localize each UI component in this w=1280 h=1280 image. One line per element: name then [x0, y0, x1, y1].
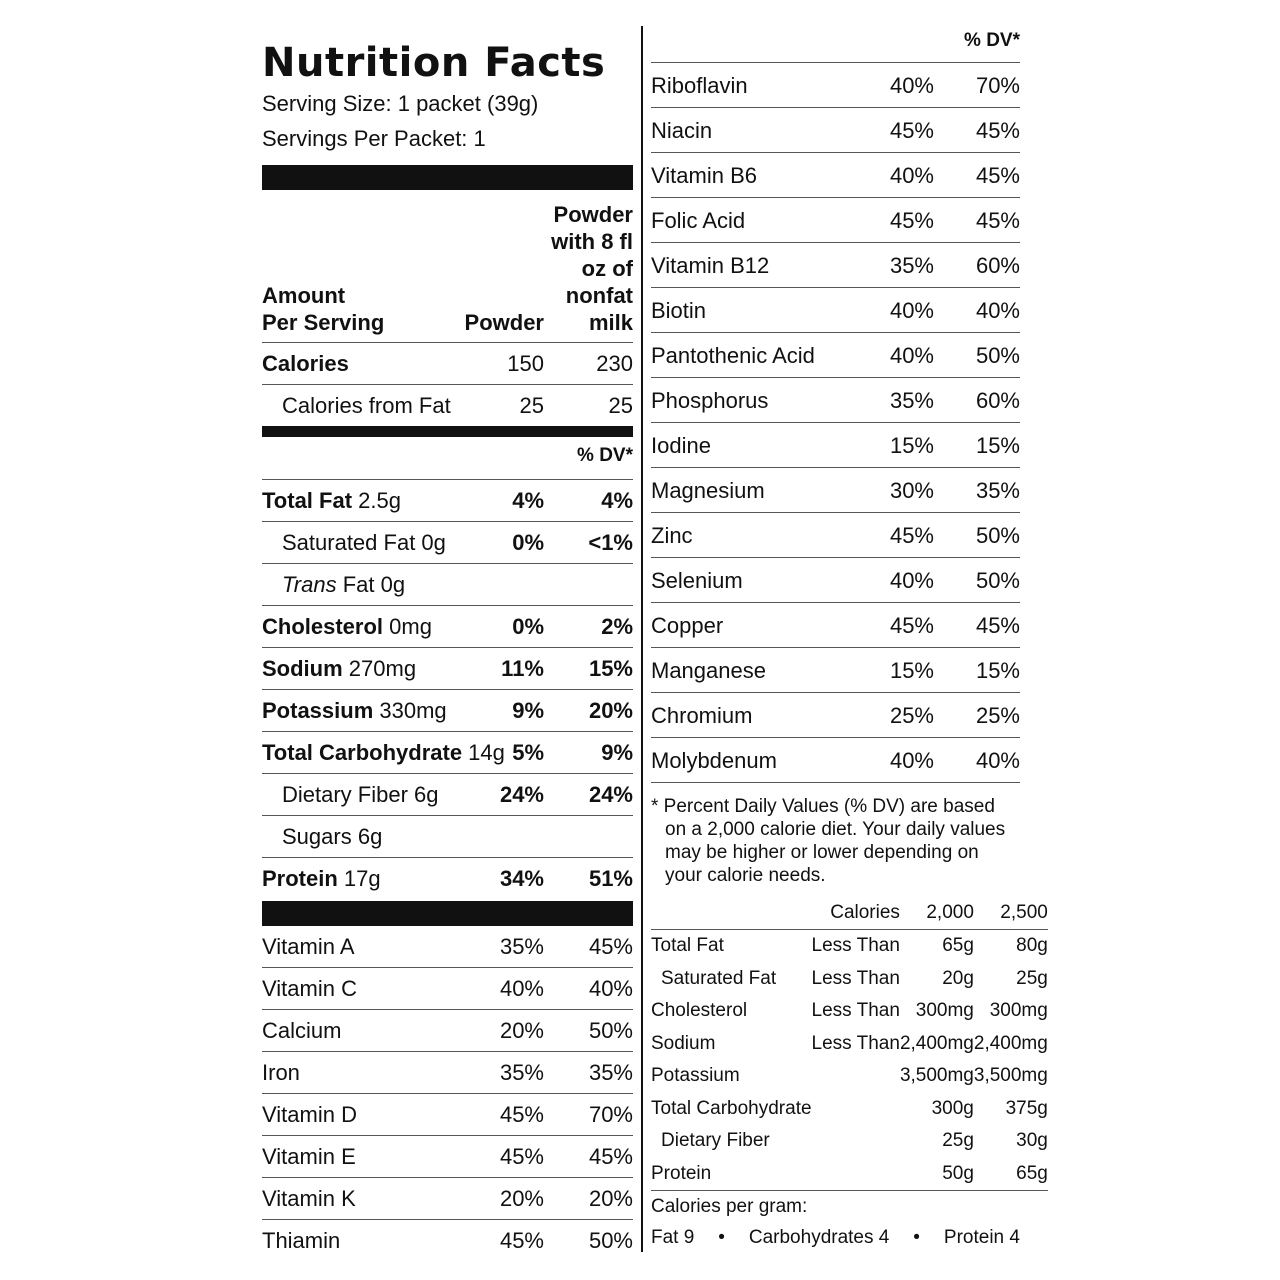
vitamin-dv-powder: 45%	[889, 613, 934, 638]
right-column	[651, 24, 1048, 1253]
calories-row: Calories 150 230	[262, 342, 633, 384]
calories-per-gram-values: Fat 9 • Carbohydrates 4 • Protein 4	[651, 1227, 1020, 1248]
column-header	[262, 190, 633, 342]
vitamin-row	[651, 648, 1020, 693]
dv-table-nutrient: Cholesterol	[651, 1000, 748, 1022]
vitamin-name: Magnesium	[651, 478, 765, 503]
thick-separator	[262, 165, 633, 190]
dv-table-nutrient: Total Carbohydrate	[651, 1097, 812, 1119]
vitamin-dv-milk: 40%	[588, 976, 633, 1001]
vitamin-row	[651, 378, 1020, 423]
nutrient-row	[262, 521, 633, 563]
nutrient-dv-milk: 24%	[588, 782, 633, 807]
vitamin-dv-milk: 45%	[975, 613, 1020, 638]
nutrient-dv-powder: 4%	[512, 488, 544, 513]
dv-table-nutrient: Sodium	[651, 1032, 716, 1054]
vitamin-name: Manganese	[651, 658, 766, 683]
nutrient-dv-milk: <1%	[588, 530, 633, 555]
vitamin-dv-powder: 45%	[499, 1102, 544, 1127]
nutrient-label	[282, 572, 405, 598]
nutrient-amount: 14g	[462, 740, 505, 765]
nutrient-name: Total Fat	[262, 488, 353, 513]
vitamin-name: Copper	[651, 613, 724, 638]
vitamin-name: Vitamin E	[262, 1144, 356, 1169]
nutrient-name: Cholesterol	[262, 614, 384, 639]
nutrient-name: Trans	[282, 572, 337, 597]
vitamin-row	[651, 693, 1020, 738]
vitamin-row	[262, 1219, 633, 1261]
vitamin-dv-powder: 15%	[889, 658, 934, 683]
nutrient-amount: 6g	[407, 782, 439, 807]
dv-table-row	[651, 1093, 1048, 1126]
vitamin-dv-milk: 70%	[588, 1102, 633, 1127]
dv-table-qualifier	[812, 1060, 900, 1093]
vitamin-row	[651, 423, 1020, 468]
vitamin-row	[262, 1135, 633, 1177]
vitamin-row	[651, 288, 1020, 333]
dv-table-row	[651, 1028, 1048, 1061]
vitamin-dv-powder: 45%	[889, 523, 934, 548]
nutrient-dv-milk: 4%	[601, 488, 633, 513]
nutrient-name: Total Carbohydrate	[262, 740, 463, 765]
vitamin-row	[262, 1177, 633, 1219]
vitamin-dv-milk: 40%	[975, 298, 1020, 323]
dv-table-header-cell: 2,000	[900, 897, 974, 930]
vitamin-name: Chromium	[651, 703, 753, 728]
nutrient-dv-powder: 5%	[512, 740, 544, 765]
footnote: * Percent Daily Values (% DV) are based on a 2,000 calorie diet. Your daily values may be higher or lower depending on your calorie needs.	[651, 796, 1006, 886]
nutrient-name: Potassium	[262, 698, 374, 723]
nutrient-row	[262, 605, 633, 647]
vitamin-dv-powder: 40%	[889, 568, 934, 593]
vitamin-row	[651, 333, 1020, 378]
vitamin-dv-powder: 25%	[889, 703, 934, 728]
vitamin-row	[262, 926, 633, 967]
dv-table-2500: 2,400mg	[973, 1032, 1048, 1054]
nutrient-name: Protein	[262, 866, 338, 891]
dv-table-2000: 300mg	[915, 1000, 974, 1022]
dv-table-qualifier	[812, 1125, 900, 1158]
dv-header: % DV*	[577, 445, 633, 466]
vitamin-row	[651, 468, 1020, 513]
dv-table-qualifier: Less Than	[811, 1000, 900, 1022]
vitamin-row	[651, 153, 1020, 198]
dv-table-nutrient: Saturated Fat	[661, 967, 777, 989]
dv-table-row	[651, 930, 1048, 963]
nutrient-dv-milk: 15%	[588, 656, 633, 681]
amount-per-serving: Amount Per Serving	[262, 283, 385, 335]
serving-size: Serving Size: 1 packet (39g)	[262, 91, 539, 116]
nutrient-amount: 330mg	[373, 698, 447, 723]
dv-table-header-cell	[651, 897, 812, 930]
dv-table-2000: 3,500mg	[899, 1065, 974, 1087]
thick-separator	[262, 901, 633, 926]
dv-header-right: % DV*	[651, 24, 1020, 63]
nutrient-dv-powder: 0%	[512, 614, 544, 639]
vitamin-name: Molybdenum	[651, 748, 777, 773]
nutrient-name: Dietary Fiber	[282, 782, 408, 807]
nutrient-label	[262, 488, 401, 514]
vitamin-row	[651, 63, 1020, 108]
vitamin-dv-powder: 15%	[889, 433, 934, 458]
vitamin-dv-powder: 45%	[499, 1144, 544, 1169]
vitamin-name: Vitamin A	[262, 934, 355, 959]
dv-table-row	[651, 963, 1048, 996]
dv-table-row	[651, 995, 1048, 1028]
nutrient-row	[262, 689, 633, 731]
vitamin-name: Calcium	[262, 1018, 342, 1043]
vitamin-row	[262, 1093, 633, 1135]
nutrient-dv-powder: 9%	[512, 698, 544, 723]
vitamin-dv-milk: 15%	[975, 433, 1020, 458]
vitamin-row	[651, 198, 1020, 243]
calories-per-gram-label: Calories per gram:	[651, 1196, 808, 1217]
nutrient-dv-powder: 11%	[501, 656, 544, 681]
vitamin-row	[651, 108, 1020, 153]
nutrient-label	[262, 866, 381, 892]
nutrient-dv-powder: 0%	[512, 530, 544, 555]
dv-table-2000: 25g	[942, 1130, 974, 1152]
vitamin-name: Biotin	[651, 298, 707, 323]
nutrient-label	[262, 656, 416, 682]
nutrient-amount: Fat 0g	[336, 572, 406, 597]
dv-table-row	[651, 1158, 1048, 1191]
left-column	[262, 40, 633, 1261]
vitamin-dv-powder: 35%	[889, 253, 934, 278]
nutrient-amount: 17g	[337, 866, 381, 891]
dv-table-header-cell: 2,500	[974, 897, 1048, 930]
nutrient-dv-milk: 9%	[601, 740, 633, 765]
vitamin-dv-milk: 50%	[588, 1018, 633, 1043]
dv-table-qualifier	[812, 1093, 900, 1126]
vitamin-row	[262, 1051, 633, 1093]
calories-from-fat-row: Calories from Fat 25 25	[262, 384, 633, 426]
vitamin-dv-powder: 20%	[499, 1186, 544, 1211]
vitamin-dv-powder: 35%	[889, 388, 934, 413]
vitamin-row	[651, 603, 1020, 648]
nutrient-label	[262, 698, 447, 724]
dv-table-qualifier: Less Than	[811, 1032, 900, 1054]
vitamin-dv-milk: 25%	[975, 703, 1020, 728]
nutrient-name: Saturated Fat	[282, 530, 416, 555]
vitamin-name: Vitamin D	[262, 1102, 357, 1127]
medium-separator	[262, 426, 633, 437]
vitamin-dv-milk: 35%	[588, 1060, 633, 1085]
nutrient-name: Sugars	[282, 824, 352, 849]
vitamin-dv-powder: 35%	[499, 934, 544, 959]
vitamin-dv-powder: 35%	[499, 1060, 544, 1085]
vitamin-name: Riboflavin	[651, 73, 748, 98]
vitamin-dv-milk: 50%	[975, 343, 1020, 368]
vitamin-row	[651, 738, 1020, 783]
vitamin-name: Phosphorus	[651, 388, 769, 413]
nutrient-label	[282, 530, 446, 556]
vitamin-dv-milk: 35%	[975, 478, 1020, 503]
vitamin-dv-milk: 45%	[975, 208, 1020, 233]
vitamin-dv-milk: 60%	[975, 388, 1020, 413]
vitamin-dv-milk: 60%	[975, 253, 1020, 278]
dv-table-2500: 80g	[1016, 935, 1048, 957]
vitamin-dv-milk: 15%	[975, 658, 1020, 683]
vitamin-name: Niacin	[651, 118, 713, 143]
vitamin-name: Selenium	[651, 568, 743, 593]
dv-table-header	[651, 897, 1048, 930]
vitamin-dv-powder: 40%	[889, 163, 934, 188]
powder-column-header: Powder	[464, 310, 544, 335]
vitamin-list-right	[651, 63, 1020, 783]
nutrient-label	[282, 824, 382, 850]
vitamin-row	[262, 967, 633, 1009]
dv-table-qualifier: Less Than	[811, 967, 900, 989]
vitamin-dv-powder: 40%	[889, 73, 934, 98]
vitamin-dv-milk: 45%	[588, 934, 633, 959]
nutrient-amount: 270mg	[342, 656, 417, 681]
nutrient-amount: 2.5g	[352, 488, 401, 513]
dv-table-row	[651, 1060, 1048, 1093]
nutrient-row	[262, 563, 633, 605]
vitamin-dv-powder: 30%	[889, 478, 934, 503]
vitamin-name: Vitamin B12	[651, 253, 770, 278]
vitamin-row	[651, 243, 1020, 288]
dv-table-2000: 65g	[942, 935, 974, 957]
dv-table-qualifier: Less Than	[811, 935, 900, 957]
dv-table-header-cell: Calories	[812, 897, 900, 930]
dv-table-2500: 375g	[1005, 1097, 1048, 1119]
nutrient-row	[262, 731, 633, 773]
nutrient-row	[262, 773, 633, 815]
dv-table-row	[651, 1125, 1048, 1158]
vitamin-row	[651, 558, 1020, 603]
vitamin-name: Zinc	[651, 523, 693, 548]
nutrient-row	[262, 647, 633, 689]
daily-values-table	[651, 897, 1048, 1191]
nutrient-label	[262, 740, 505, 766]
dv-table-nutrient: Dietary Fiber	[661, 1130, 770, 1152]
dv-table-2500: 3,500mg	[973, 1065, 1048, 1087]
nutrient-row	[262, 857, 633, 899]
nutrient-dv-milk: 51%	[588, 866, 633, 891]
nutrient-amount: 6g	[351, 824, 383, 849]
nutrient-dv-milk: 20%	[588, 698, 633, 723]
vitamin-name: Vitamin K	[262, 1186, 356, 1211]
nutrient-dv-powder: 24%	[499, 782, 544, 807]
vitamin-dv-milk: 70%	[975, 73, 1020, 98]
dv-table-nutrient: Protein	[651, 1158, 812, 1191]
nutrient-row	[262, 479, 633, 521]
vitamin-dv-milk: 40%	[975, 748, 1020, 773]
dv-table-2000: 50g	[900, 1158, 974, 1191]
vitamin-dv-milk: 50%	[975, 568, 1020, 593]
vitamin-dv-milk: 50%	[975, 523, 1020, 548]
nutrient-label	[262, 614, 432, 640]
dv-table-qualifier	[812, 1158, 900, 1191]
vitamin-dv-powder: 20%	[499, 1018, 544, 1043]
nutrient-name: Sodium	[262, 656, 343, 681]
label-title: Nutrition Facts	[262, 40, 606, 86]
vitamin-name: Iodine	[651, 433, 711, 458]
dv-table-nutrient: Total Fat	[651, 935, 724, 957]
servings-per-packet: Servings Per Packet: 1	[262, 126, 486, 151]
vitamin-row	[262, 1009, 633, 1051]
vitamin-name: Folic Acid	[651, 208, 746, 233]
nutrient-dv-powder: 34%	[499, 866, 544, 891]
vitamin-dv-powder: 40%	[889, 343, 934, 368]
vitamin-dv-milk: 45%	[975, 118, 1020, 143]
dv-table-2500: 65g	[974, 1158, 1048, 1191]
vitamin-dv-milk: 50%	[588, 1228, 633, 1253]
dv-table-2500: 300mg	[989, 1000, 1048, 1022]
nutrient-amount: 0mg	[383, 614, 432, 639]
vitamin-name: Thiamin	[262, 1228, 341, 1253]
vitamin-name: Pantothenic Acid	[651, 343, 815, 368]
nutrient-list	[262, 479, 633, 899]
vitamin-name: Iron	[262, 1060, 300, 1085]
dv-table-nutrient: Potassium	[651, 1065, 740, 1087]
vitamin-dv-milk: 45%	[975, 163, 1020, 188]
nutrient-amount: 0g	[415, 530, 446, 555]
dv-table-2000: 2,400mg	[899, 1032, 974, 1054]
vitamin-dv-powder: 40%	[889, 298, 934, 323]
vitamin-dv-powder: 45%	[889, 208, 934, 233]
vitamin-dv-powder: 40%	[499, 976, 544, 1001]
vitamin-row	[651, 513, 1020, 558]
vitamin-dv-powder: 45%	[889, 118, 934, 143]
vitamin-dv-milk: 45%	[588, 1144, 633, 1169]
nutrient-row	[262, 815, 633, 857]
dv-table-2500: 25g	[1016, 967, 1048, 989]
vitamin-name: Vitamin B6	[651, 163, 757, 188]
vitamin-dv-milk: 20%	[588, 1186, 633, 1211]
dv-table-2000: 300g	[931, 1097, 974, 1119]
vitamin-dv-powder: 40%	[889, 748, 934, 773]
vitamin-list-left	[262, 926, 633, 1261]
nutrient-dv-milk: 2%	[601, 614, 633, 639]
column-divider	[641, 26, 643, 1252]
dv-table-2500: 30g	[1016, 1130, 1048, 1152]
nutrient-label	[282, 782, 439, 808]
with-milk-column-header: Powder with 8 fl oz of nonfat milk	[551, 202, 633, 335]
vitamin-name: Vitamin C	[262, 976, 357, 1001]
dv-table-2000: 20g	[942, 967, 974, 989]
vitamin-dv-powder: 45%	[499, 1228, 544, 1253]
